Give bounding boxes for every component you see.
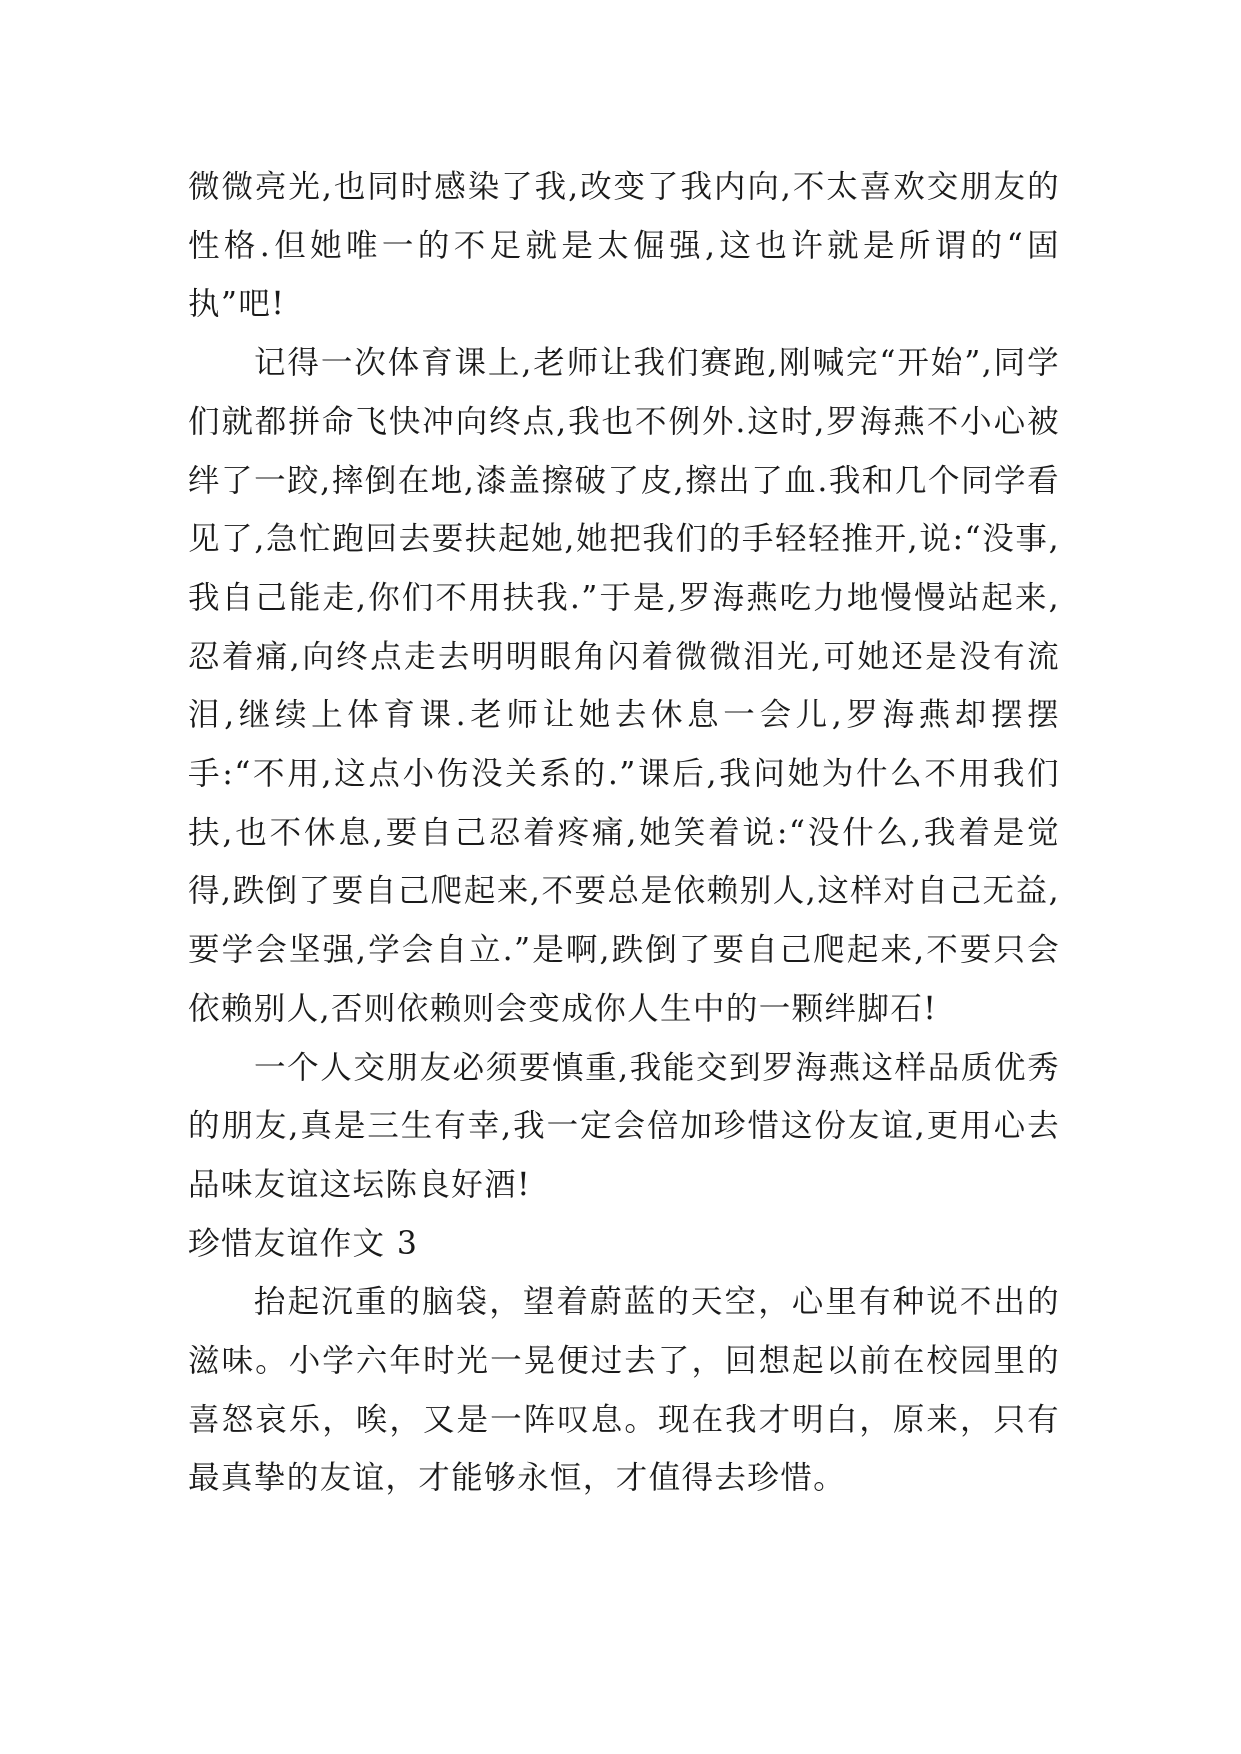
paragraph-4: 抬起沉重的脑袋，望着蔚蓝的天空，心里有种说不出的滋味。小学六年时光一晃便过去了，回想起以前在校园里的喜怒哀乐，唉，又是一阵叹息。现在我才明白，原来，只有最真挚的友谊，才能够永恒，才值得去珍惜。 xyxy=(188,1284,1060,1497)
document-body xyxy=(188,158,1060,1508)
paragraph-3: 一个人交朋友必须要慎重,我能交到罗海燕这样品质优秀的朋友,真是三生有幸,我一定会倍加珍惜这份友谊,更用心去品味友谊这坛陈良好酒! xyxy=(188,1049,1060,1203)
section-heading: 珍惜友谊作文 3 xyxy=(188,1225,419,1262)
paragraph-2: 记得一次体育课上,老师让我们赛跑,刚喊完“开始”,同学们就都拼命飞快冲向终点,我也不例外.这时,罗海燕不小心被绊了一跤,摔倒在地,漆盖擦破了皮,擦出了血.我和几个同学看见了,急忙跑回去要扶起她,她把我们的手轻轻推开,说:“没事,我自己能走,你们不用扶我.”于是,罗海燕吃力地慢慢站起来,忍着痛,向终点走去明明眼角闪着微微泪光,可她还是没有流泪,继续上体育课.老师让她去休息一会儿,罗海燕却摆摆手:“不用,这点小伤没关系的.”课后,我问她为什么不用我们扶,也不休息,要自己忍着疼痛,她笑着说:“没什么,我着是觉得,跌倒了要自己爬起来,不要总是依赖别人,这样对自己无益,要学会坚强,学会自立.”是啊,跌倒了要自己爬起来,不要只会依赖别人,否则依赖则会变成你人生中的一颗绊脚石! xyxy=(188,345,1060,1027)
paragraph-1: 微微亮光,也同时感染了我,改变了我内向,不太喜欢交朋友的性格.但她唯一的不足就是太倔强,这也许就是所谓的“固执”吧! xyxy=(188,169,1060,323)
